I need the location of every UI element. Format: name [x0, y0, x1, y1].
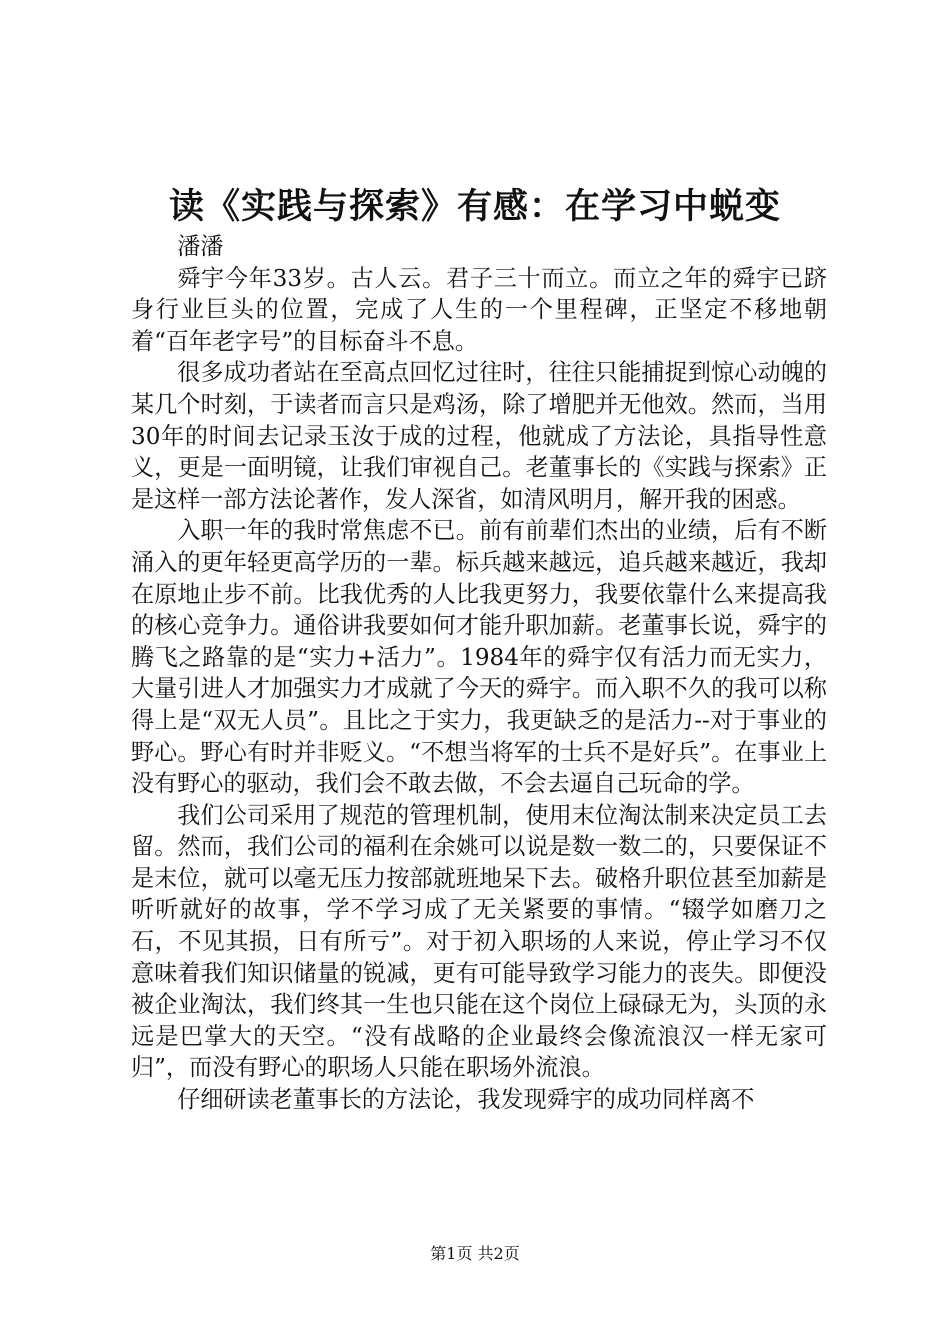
page-footer: 第1页 共2页	[430, 1244, 520, 1263]
paragraph-3: 入职一年的我时常焦虑不已。前有前辈们杰出的业绩，后有不断涌入的更年轻更高学历的一辈。标兵越来越远，追兵越来越近，我却在原地止步不前。比我优秀的人比我更努力，我要依靠什么来提高我的核心竞争力。通俗讲我要如何才能升职加薪。老董事长说，舜宇的腾飞之路靠的是“实力+活力”。1984年的舜宇仅有活力而无实力，大量引进人才加强实力才成就了今天的舜宇。而入职不久的我可以称得上是“双无人员”。且比之于实力，我更缺乏的是活力--对于事业的野心。野心有时并非贬义。“不想当将军的士兵不是好兵”。在事业上没有野心的驱动，我们会不敢去做，不会去逼自己玩命的学。	[131, 518, 827, 798]
document-title: 读《实践与探索》有感：在学习中蜕变	[168, 186, 781, 227]
paragraph-5: 仔细研读老董事长的方法论，我发现舜宇的成功同样离不	[177, 1087, 755, 1114]
paragraph-2: 很多成功者站在至高点回忆过往时，往往只能捕捉到惊心动魄的某几个时刻，于读者而言只是鸡汤，除了增肥并无他效。然而，当用30年的时间去记录玉汝于成的过程，他就成了方法论，具指导性意义，更是一面明镜，让我们审视自己。老董事长的《实践与探索》正是这样一部方法论著作，发人深省，如清风明月，解开我的困惑。	[131, 360, 827, 513]
paragraph-4: 我们公司采用了规范的管理机制，使用末位淘汰制来决定员工去留。然而，我们公司的福利在余姚可以说是数一数二的，只要保证不是末位，就可以毫无压力按部就班地呆下去。破格升职位甚至加薪是听听就好的故事，学不学习成了无关紧要的事情。“辍学如磨刀之石，不见其损，日有所亏”。对于初入职场的人来说，停止学习不仅意味着我们知识储量的锐减，更有可能导致学习能力的丧失。即便没被企业淘汰，我们终其一生也只能在这个岗位上碌碌无为，头顶的永远是巴掌大的天空。“没有战略的企业最终会像流浪汉一样无家可归”，而没有野心的职场人只能在职场外流浪。	[131, 802, 827, 1082]
document-body	[131, 232, 827, 1117]
author-name: 潘潘	[177, 234, 224, 260]
paragraph-1: 舜宇今年33岁。古人云。君子三十而立。而立之年的舜宇已跻身行业巨头的位置，完成了人生的一个里程碑，正坚定不移地朝着“百年老字号”的目标奋斗不息。	[131, 265, 827, 355]
